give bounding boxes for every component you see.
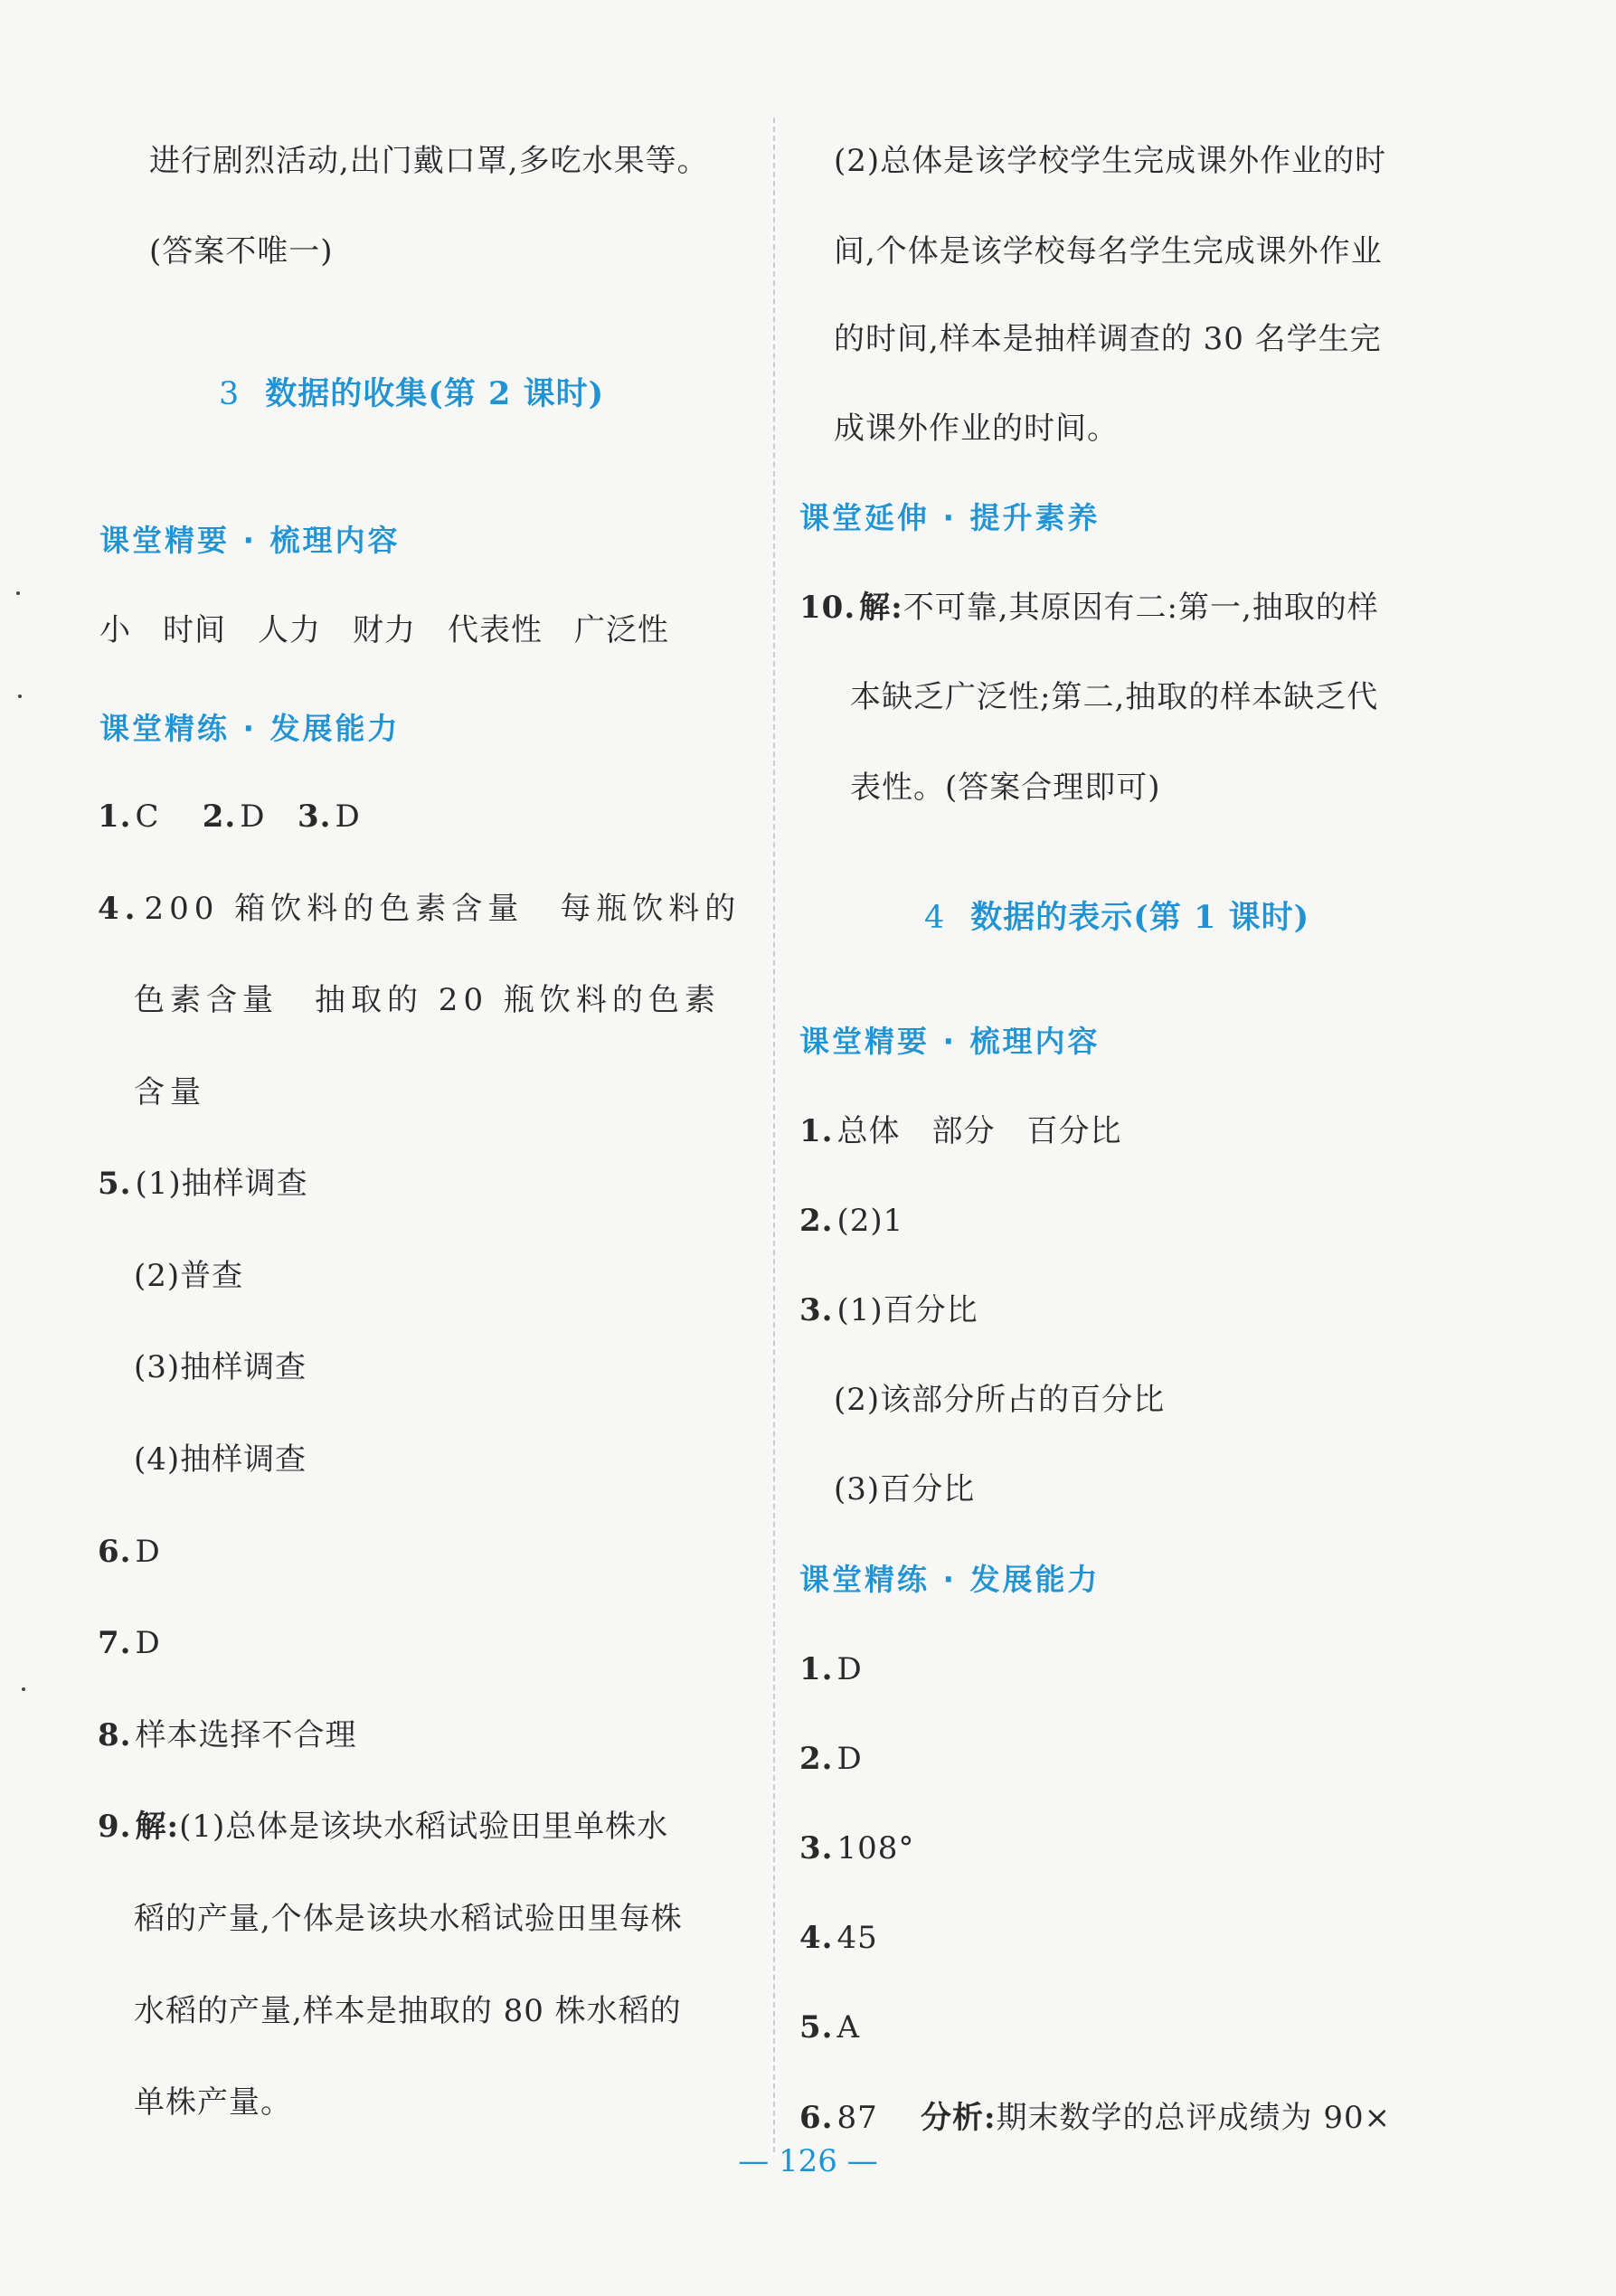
answer-text: (1)百分比 <box>836 1292 978 1328</box>
answer-line: (2)普查 <box>134 1258 244 1294</box>
answer-text: (1)总体是该块水稻试验田里单株水 <box>179 1809 669 1845</box>
answer-line: (4)抽样调查 <box>134 1441 307 1478</box>
answer-value: 87 <box>836 2100 878 2136</box>
answer-line <box>799 1741 863 1777</box>
answer-text: 200 箱饮料的色素含量 每瓶饮料的 <box>144 891 742 927</box>
solution-label: 解: <box>135 1809 180 1845</box>
answer-line <box>98 1534 161 1570</box>
answer-value: A <box>836 2009 861 2046</box>
answer-text: 不可靠,其原因有二:第一,抽取的样 <box>903 590 1379 626</box>
answer-value: C <box>135 798 160 835</box>
scan-mark <box>16 591 20 595</box>
answer-line <box>799 1830 914 1866</box>
section-heading: 课堂延伸 · 提升素养 <box>799 500 1101 535</box>
analysis-label: 分析: <box>921 2100 997 2136</box>
answer-line: (2)该部分所占的百分比 <box>834 1382 1166 1418</box>
lesson-number: 4 <box>924 900 946 936</box>
answer-line <box>799 2100 1391 2136</box>
question-number: 1. <box>799 1651 834 1687</box>
answer-text: (2)1 <box>836 1203 904 1239</box>
text-line: 进行剧烈活动,出门戴口罩,多吃水果等。 <box>149 143 709 179</box>
answer-value: D <box>135 1625 161 1661</box>
question-number: 3. <box>297 798 332 835</box>
question-number: 4. <box>799 1920 834 1956</box>
answer-line: 稻的产量,个体是该块水稻试验田里每株 <box>134 1901 683 1937</box>
answer-line: 含量 <box>134 1074 206 1110</box>
answer-text: 样本选择不合理 <box>135 1717 357 1753</box>
answer-line <box>799 1651 863 1687</box>
answer-line <box>98 798 361 835</box>
lesson-title-text: 数据的收集(第 2 课时) <box>265 375 605 412</box>
answer-line <box>799 2009 860 2046</box>
section-heading: 课堂精要 · 梳理内容 <box>799 1024 1101 1059</box>
answer-line <box>98 1166 308 1202</box>
question-number: 2. <box>202 798 237 835</box>
answer-value: D <box>836 1651 863 1687</box>
question-number: 1. <box>98 798 132 835</box>
answer-words: 小 时间 人力 财力 代表性 广泛性 <box>99 612 669 648</box>
answer-line <box>799 1292 978 1328</box>
answer-line: (3)抽样调查 <box>134 1349 307 1385</box>
answer-value: 108° <box>836 1830 915 1866</box>
answer-line: 水稻的产量,样本是抽取的 80 株水稻的 <box>134 1993 682 2029</box>
lesson-title <box>924 900 1309 936</box>
answer-value: D <box>135 1534 161 1570</box>
text-line: (答案不唯一) <box>149 233 334 269</box>
answer-value: 45 <box>836 1920 878 1956</box>
question-number: 3. <box>799 1830 834 1866</box>
question-number: 10. <box>799 590 856 626</box>
answer-text: 期末数学的总评成绩为 90× <box>996 2100 1392 2136</box>
scan-mark <box>18 694 22 698</box>
question-number: 9. <box>98 1809 132 1845</box>
lesson-number: 3 <box>219 376 241 412</box>
section-heading: 课堂精要 · 梳理内容 <box>99 523 401 558</box>
answer-text: (1)抽样调查 <box>135 1166 308 1202</box>
question-number: 5. <box>799 2009 834 2046</box>
question-number: 7. <box>98 1625 132 1661</box>
answer-line: (2)总体是该学校学生完成课外作业的时 <box>834 143 1387 179</box>
answer-text: 总体 部分 百分比 <box>836 1113 1122 1149</box>
question-number: 2. <box>799 1741 834 1777</box>
question-number: 5. <box>98 1166 132 1202</box>
answer-line <box>799 1920 878 1956</box>
answer-value: D <box>836 1741 863 1777</box>
answer-line: 成课外作业的时间。 <box>834 411 1119 447</box>
question-number: 6. <box>98 1534 132 1570</box>
answer-line: 单株产量。 <box>134 2084 292 2121</box>
scan-mark <box>22 1687 25 1691</box>
answer-line <box>799 1203 903 1239</box>
answer-line <box>799 1113 1122 1149</box>
answer-line <box>98 891 741 927</box>
page-number: — 126 — <box>738 2143 878 2179</box>
answer-line <box>799 590 1379 626</box>
answer-value: D <box>335 798 361 835</box>
column-divider <box>773 118 775 2152</box>
question-number: 2. <box>799 1203 834 1239</box>
answer-line: 本缺乏广泛性;第二,抽取的样本缺乏代 <box>850 679 1379 715</box>
lesson-title-text: 数据的表示(第 1 课时) <box>970 899 1310 936</box>
solution-label: 解: <box>859 590 903 626</box>
answer-line <box>98 1809 668 1845</box>
question-number: 1. <box>799 1113 834 1149</box>
question-number: 3. <box>799 1292 834 1328</box>
answer-line <box>98 1625 161 1661</box>
answer-line: (3)百分比 <box>834 1471 976 1507</box>
question-number: 8. <box>98 1717 132 1753</box>
question-number: 4. <box>98 891 141 927</box>
answer-line: 表性。(答案合理即可) <box>850 770 1161 806</box>
lesson-title <box>219 376 604 412</box>
answer-line: 间,个体是该学校每名学生完成课外作业 <box>834 233 1383 269</box>
section-heading: 课堂精练 · 发展能力 <box>99 711 401 746</box>
answer-line <box>98 1717 357 1753</box>
section-heading: 课堂精练 · 发展能力 <box>799 1562 1101 1597</box>
answer-line: 色素含量 抽取的 20 瓶饮料的色素 <box>134 982 721 1018</box>
answer-value: D <box>240 798 266 835</box>
question-number: 6. <box>799 2100 834 2136</box>
answer-line: 的时间,样本是抽样调查的 30 名学生完 <box>834 321 1382 357</box>
